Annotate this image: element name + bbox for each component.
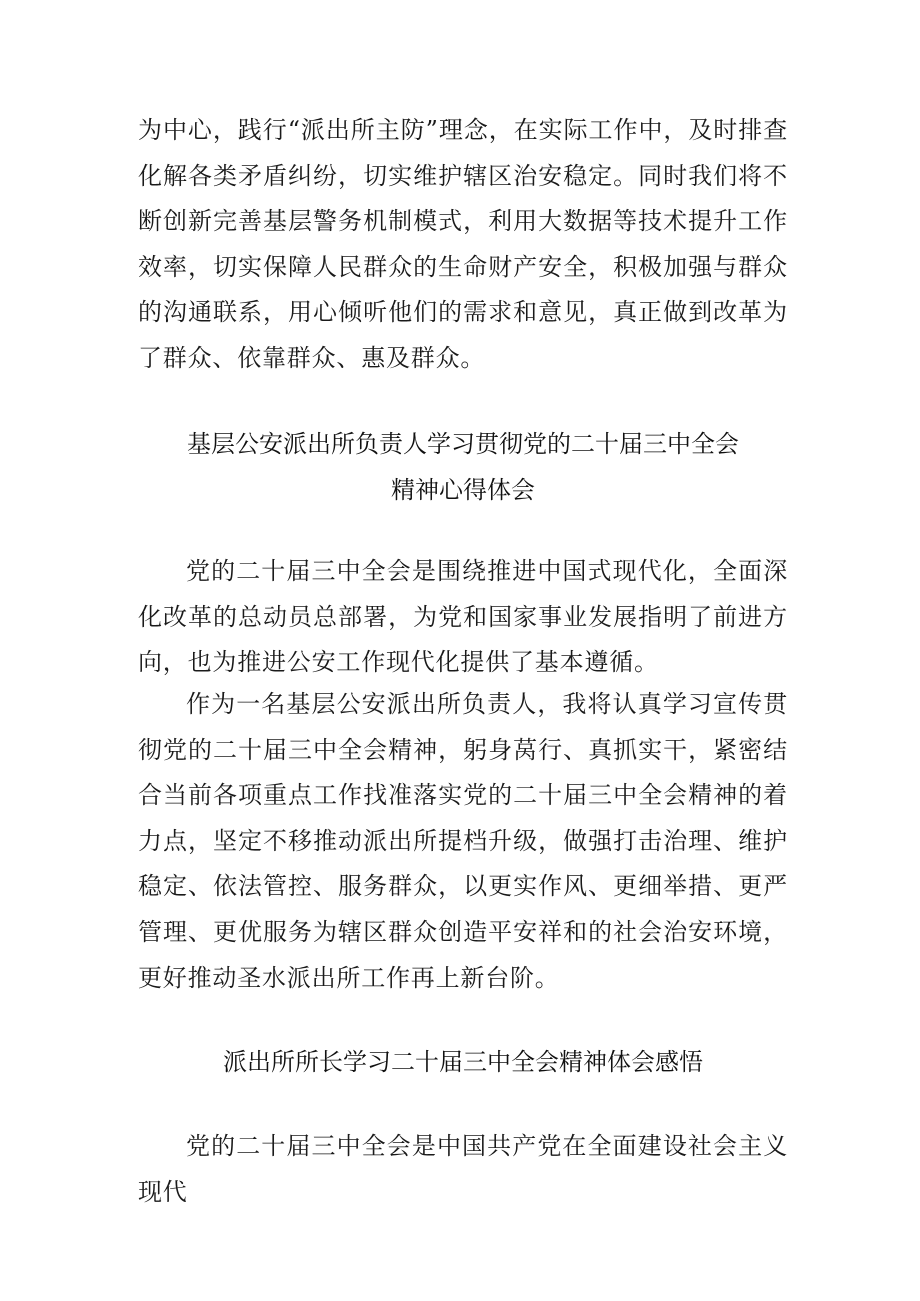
section1-paragraph-1: 党的二十届三中全会是围绕推进中国式现代化，全面深化改革的总动员总部署，为党和国家事业发展指明了前进方向，也为推进公安工作现代化提供了基本遵循。 bbox=[138, 557, 788, 677]
section1-title bbox=[138, 425, 788, 509]
section1-title-line2: 精神心得体会 bbox=[391, 476, 535, 504]
section1-title-line1: 基层公安派出所负责人学习贯彻党的二十届三中全会 bbox=[187, 430, 739, 458]
continuation-paragraph: 为中心，践行“派出所主防”理念，在实际工作中，及时排查化解各类矛盾纠纷，切实维护辖区治安稳定。同时我们将不断创新完善基层警务机制模式，利用大数据等技术提升工作效率，切实保障人民群众的生命财产安全，积极加强与群众的沟通联系，用心倾听他们的需求和意见，真正做到改革为了群众、依靠群众、惠及群众。 bbox=[138, 116, 788, 372]
section2-title: 派出所所长学习二十届三中全会精神体会感悟 bbox=[223, 1048, 703, 1076]
section1-paragraph-2: 作为一名基层公安派出所负责人，我将认真学习宣传贯彻党的二十届三中全会精神，躬身莴行、真抓实干，紧密结合当前各项重点工作找准落实党的二十届三中全会精神的着力点，坚定不移推动派出所提档升级，做强打击治理、维护稳定、依法管控、服务群众，以更实作风、更细举措、更严管理、更优服务为辖区群众创造平安祥和的社会治安环境，更好推动圣水派出所工作再上新台阶。 bbox=[138, 690, 788, 992]
section2-paragraph-1: 党的二十届三中全会是中国共产党在全面建设社会主义现代 bbox=[138, 1132, 788, 1206]
